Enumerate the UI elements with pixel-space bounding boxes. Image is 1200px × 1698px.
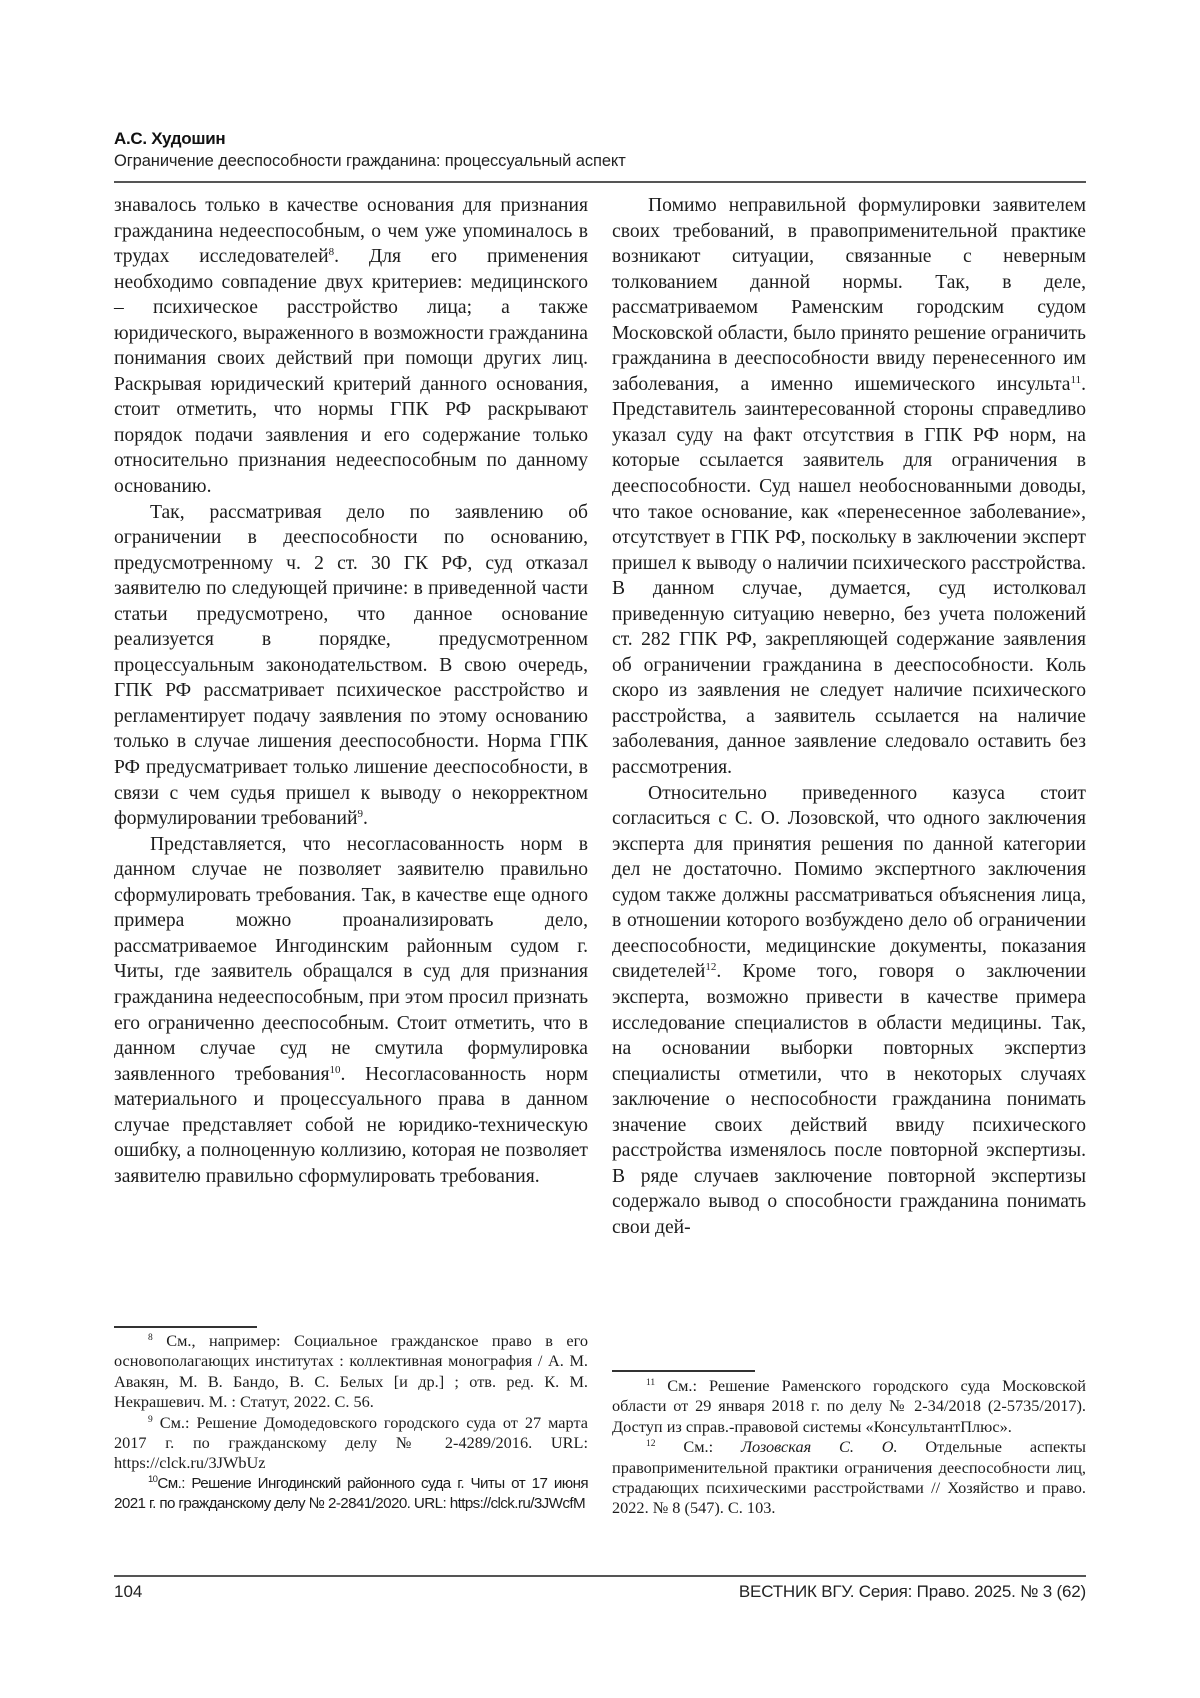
paragraph: Помимо неправильной формулировки заявителем своих требований, в правоприменительной практике возникают ситуации, связанные с неверным толкованием данной нормы. Так, в деле, рассматриваемом Раменским городским судом Московской области, было принято решение ограничить гражданина в дееспособности ввиду перенесенного им заболевания, а именно ишемического инсульта$^{11}$. Представитель заинтересованной стороны справедливо указал суду на факт отсутствия в ГПК РФ норм, на которые ссылается заявитель для ограничения в дееспособности. Суд нашел необоснованными доводы, что такое основание, как «перенесенное заболевание», отсутствует в ГПК РФ, поскольку в заключении эксперт пришел к выводу о наличии психического расстройства. В данном случае, думается, суд истолковал приведенную ситуацию неверно, без учета положений ст. 282 ГПК РФ, закрепляющей содержание заявления об ограничении гражданина в дееспособности. Коль скоро из заявления не следует наличие психического расстройства, а заявитель ссылается на наличие заболевания, данное заявление следовало оставить без рассмотрения. [612, 195, 1086, 779]
footnote-ref[interactable]: 10 [329, 1063, 341, 1076]
footnote-ref[interactable]: 8 [328, 246, 335, 259]
footnotes-right [612, 1376, 1086, 1519]
journal-name: ВЕСТНИК ВГУ. Серия: Право. 2025. № 3 (62) [738, 1582, 1086, 1601]
running-header [114, 128, 1086, 172]
header-rule [114, 181, 1086, 183]
footnote-separator [114, 1326, 257, 1328]
paragraph: знавалось только в качестве основания для признания гражданина недееспособным, о чем уже упоминалось в трудах исследователей$^8$. Для его применения необходимо совпадение двух критериев: медицинского – психическое расстройство лица; а также юридического, выраженного в возможности гражданина понимания своих действий при помощи других лиц. Раскрывая юридический критерий данного основания, стоит отметить, что нормы ГПК РФ раскрывают порядок подачи заявления и его содержание только относительно признания недееспособным по данному основанию. [114, 195, 588, 498]
footnote-ref[interactable]: 11 [1070, 373, 1082, 386]
footnote-ref[interactable]: 9 [357, 808, 363, 821]
paragraph: Относительно приведенного казуса стоит согласиться с С. О. Лозовской, что одного заключения эксперта для принятия решения по данной категории дел не достаточно. Помимо экспертного заключения судом также должны рассматриваться объяснения лица, в отношении которого возбуждено дело об ограничении дееспособности, медицинские документы, показания свидетелей$^{12}$. Кроме того, говоря о заключении эксперта, возможно привести в качестве примера исследование специалистов в области медицины. Так, на основании выборки повторных экспертиз специалисты отметили, что в некоторых случаях заключение о неспособности гражданина понимать значение своих действий ввиду психического расстройства изменялось после повторной экспертизы. В ряде случаев заключение повторной экспертизы содержало вывод о способности гражданина понимать свои дей- [612, 782, 1086, 1238]
author-italic: Лозовская С. О. [740, 1437, 898, 1457]
footnote: $^{12}$ См.: Лозовская С. О. Отдельные аспекты правоприменительной практики ограничения дееспособности лиц, страдающих психическими расстройствами // Хозяйство и право. 2022. № 8 (547). С. 103. [612, 1437, 1086, 1518]
left-column [114, 193, 588, 1189]
footnote-separator [612, 1370, 755, 1372]
author-name: А.С. Худошин [114, 129, 226, 148]
article-title: Ограничение дееспособности гражданина: процессуальный аспект [114, 152, 626, 170]
page-number: 104 [114, 1582, 143, 1601]
footnote: $^8$ См., например: Социальное гражданское право в его основополагающих институтах : коллективная монография / А. М. Авакян, М. В. Бандо, В. С. Белых [и др.] ; отв. ред. К. М. Некрашевич. М. : Статут, 2022. С. 56. [114, 1331, 588, 1412]
footnote: $^{11}$ См.: Решение Раменского городского суда Московской области от 29 января 2018 г. по делу № 2-34/2018 (2-5735/2017). Доступ из справ.-правовой системы «КонсультантПлюс». [612, 1376, 1086, 1436]
footnotes-left [114, 1331, 588, 1515]
footnote-ref[interactable]: 12 [705, 961, 717, 974]
right-column [612, 193, 1086, 1240]
footer-rule [114, 1575, 1086, 1577]
paragraph: Представляется, что несогласованность норм в данном случае не позволяет заявителю правильно сформулировать требования. Так, в качестве еще одного примера можно проанализировать дело, рассматриваемое Ингодинским районным судом г. Читы, где заявитель обращался в суд для признания гражданина недееспособным, при этом просил признать его ограниченно дееспособным. Стоит отметить, что в данном случае суд не смутила формулировка заявленного требования$^{10}$. Несогласованность норм материального и процессуального права в данном случае представляет собой не юридико-техническую ошибку, а полноценную коллизию, которая не позволяет заявителю правильно сформулировать требования. [114, 833, 589, 1187]
footnote: $^9$ См.: Решение Домодедовского городского суда от 27 марта 2017 г. по гражданскому делу № 2-4289/2016. URL: https://clck.ru/3JWbUz [114, 1412, 588, 1473]
footnote: $^{10}$См.: Решение Ингодинский районного суда г. Читы от 17 июня 2021 г. по гражданскому делу № 2-2841/2020. URL: https://clck.ru/3JWcfM [114, 1473, 588, 1513]
paragraph: Так, рассматривая дело по заявлению об ограничении в дееспособности по основанию, предусмотренному ч. 2 ст. 30 ГК РФ, суд отказал заявителю по следующей причине: в приведенной части статьи предусмотрено, что данное основание реализуется в порядке, предусмотренном процессуальным законодательством. В свою очередь, ГПК РФ рассматривает психическое расстройство и регламентирует подачу заявления по этому основанию только в случае лишения дееспособности. Норма ГПК РФ предусматривает только лишение дееспособности, в связи с чем судья пришел к выводу о некорректном формулировании требований$^9$. [114, 501, 588, 830]
